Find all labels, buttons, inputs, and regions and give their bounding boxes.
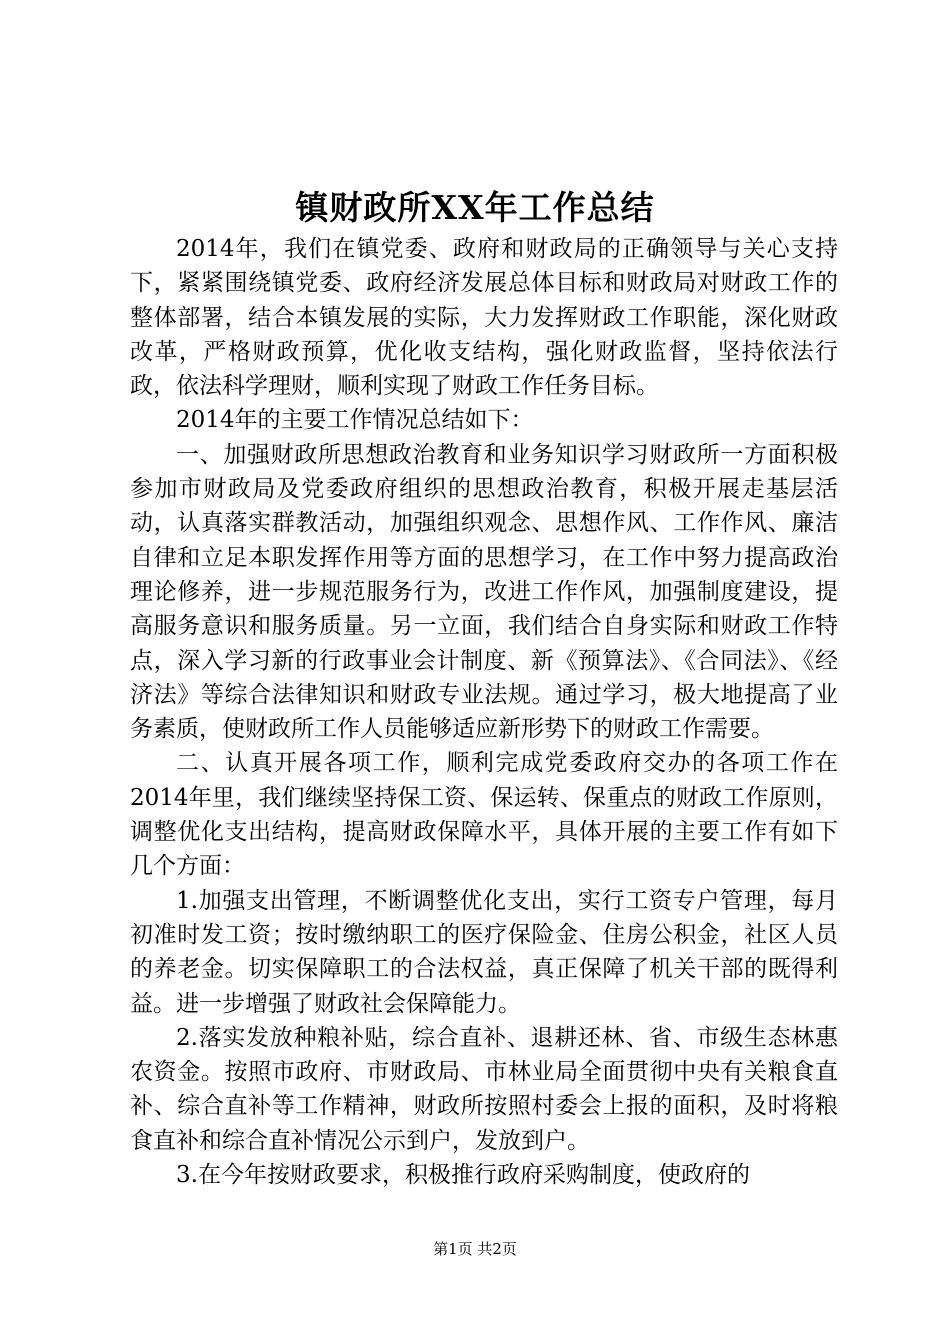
document-body (130, 232, 838, 1192)
paragraph-section-two: 二、认真开展各项工作，顺利完成党委政府交办的各项工作在2014年里，我们继续坚持保工资、保运转、保重点的财政工作原则，调整优化支出结构，提高财政保障水平，具体开展的主要工作有如下几个方面： (130, 750, 838, 880)
paragraph-section-one: 一、加强财政所思想政治教育和业务知识学习财政所一方面积极参加市财政局及党委政府组织的思想政治教育，积极开展走基层活动，认真落实群教活动，加强组织观念、思想作风、工作作风、廉洁自律和立足本职发挥作用等方面的思想学习，在工作中努力提高政治理论修养，进一步规范服务行为，改进工作作风，加强制度建设，提高服务意识和服务质量。另一立面，我们结合自身实际和财政工作特点，深入学习新的行政事业会计制度、新《预算法》、《合同法》、《经济法》等综合法律知识和财政专业法规。通过学习，极大地提高了业务素质，使财政所工作人员能够适应新形势下的财政工作需要。 (130, 441, 838, 743)
paragraph-summary-lead: 2014年的主要工作情况总结如下： (176, 407, 534, 434)
paragraph-item-two: 2.落实发放种粮补贴，综合直补、退耕还林、省、市级生态林惠农资金。按照市政府、市财政局、市林业局全面贯彻中央有关粮食直补、综合直补等工作精神，财政所按照村委会上报的面积，及时将粮食直补和综合直补情况公示到户，发放到户。 (130, 1024, 838, 1154)
paragraph-intro: 2014年，我们在镇党委、政府和财政局的正确领导与关心支持下，紧紧围绕镇党委、政府经济发展总体目标和财政局对财政工作的整体部署，结合本镇发展的实际，大力发挥财政工作职能，深化财政改革，严格财政预算，优化收支结构，强化财政监督，坚持依法行政，依法科学理财，顺利实现了财政工作任务目标。 (130, 236, 838, 400)
page-footer: 第1页 共2页 (433, 1240, 517, 1258)
paragraph-item-one: 1.加强支出管理，不断调整优化支出，实行工资专户管理，每月初准时发工资；按时缴纳职工的医疗保险金、住房公积金，社区人员的养老金。切实保障职工的合法权益，真正保障了机关干部的既得利益。进一步增强了财政社会保障能力。 (130, 887, 838, 1017)
document-title: 镇财政所XX年工作总结 (295, 188, 655, 227)
paragraph-item-three: 3.在今年按财政要求，积极推行政府采购制度，使政府的 (176, 1162, 750, 1189)
